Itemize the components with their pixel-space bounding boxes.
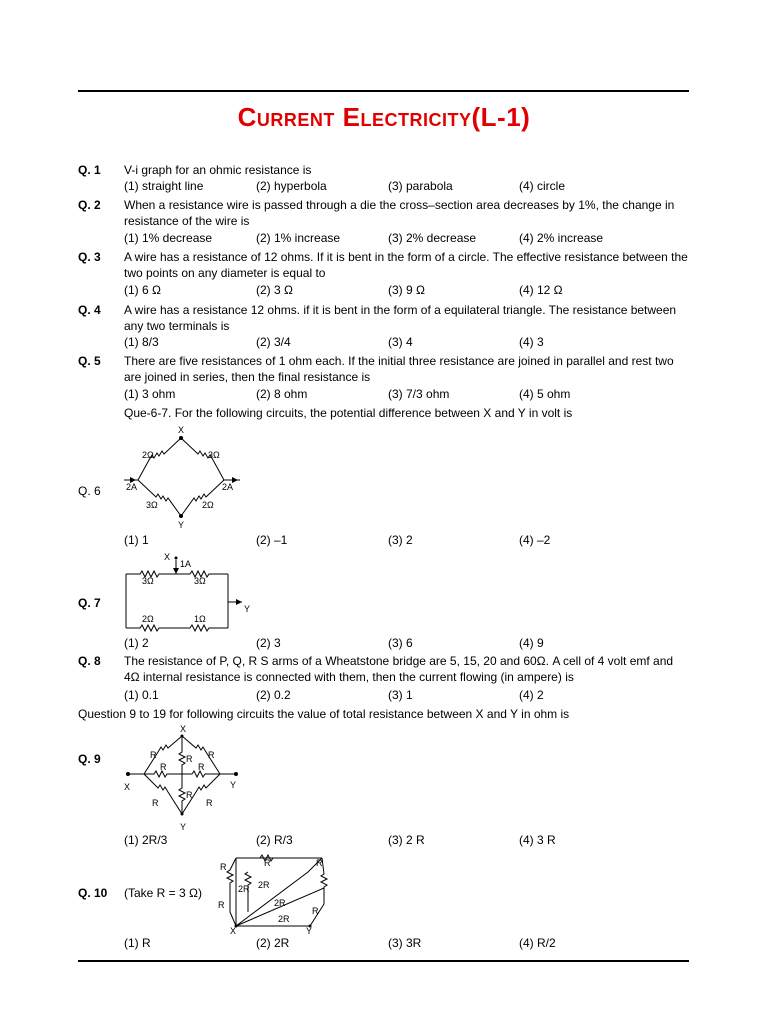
label-r: R bbox=[316, 858, 323, 868]
label-r: R bbox=[186, 790, 193, 800]
option-1: (1) 2 bbox=[124, 636, 149, 650]
circuit-q6 bbox=[120, 424, 250, 532]
option-3: (3) 2 R bbox=[388, 833, 425, 847]
option-3: (3) 6 bbox=[388, 636, 413, 650]
label-r: R bbox=[206, 798, 213, 808]
option-4: (4) 12 Ω bbox=[519, 283, 563, 297]
label-r: R bbox=[150, 750, 157, 760]
question-number: Q. 2 bbox=[78, 198, 101, 212]
label-r-bot2: 1Ω bbox=[194, 614, 206, 624]
label-r3: 3Ω bbox=[146, 500, 158, 510]
option-1: (1) R bbox=[124, 936, 151, 950]
label-r4: 2Ω bbox=[202, 500, 214, 510]
label-2r: 2R bbox=[238, 884, 250, 894]
option-2: (2) R/3 bbox=[256, 833, 293, 847]
q9-to-19-note: Question 9 to 19 for following circuits the value of total resistance between X and Y in ohm is bbox=[78, 707, 570, 721]
option-2: (2) hyperbola bbox=[256, 179, 327, 193]
question-number: Q. 4 bbox=[78, 303, 101, 317]
label-i-right: 2A bbox=[222, 482, 234, 492]
label-r-top2: 3Ω bbox=[194, 576, 206, 586]
question-number: Q. 5 bbox=[78, 354, 101, 368]
option-1: (1) 3 ohm bbox=[124, 387, 176, 401]
label-r: R bbox=[160, 762, 167, 772]
option-3: (3) 4 bbox=[388, 335, 413, 349]
label-x-left: X bbox=[124, 782, 131, 792]
option-1: (1) 8/3 bbox=[124, 335, 159, 349]
label-r1: 2Ω bbox=[142, 450, 154, 460]
label-x-top: X bbox=[180, 724, 187, 734]
option-1: (1) straight line bbox=[124, 179, 204, 193]
option-4: (4) 2 bbox=[519, 688, 544, 702]
option-4: (4) 5 ohm bbox=[519, 387, 571, 401]
option-2: (2) –1 bbox=[256, 533, 288, 547]
label-r: R bbox=[218, 900, 225, 910]
option-2: (2) 3 Ω bbox=[256, 283, 293, 297]
label-current: 1A bbox=[180, 559, 192, 569]
label-r: R bbox=[152, 798, 159, 808]
option-3: (3) 2% decrease bbox=[388, 231, 477, 245]
label-r: R bbox=[312, 906, 319, 916]
option-4: (4) 2% increase bbox=[519, 231, 604, 245]
circuit-q10 bbox=[212, 852, 342, 936]
question-text: There are five resistances of 1 ohm each. If the initial three resistance are joined in parallel and rest two are joined in series, then the final resistance is bbox=[124, 354, 674, 384]
label-r2: 3Ω bbox=[208, 450, 220, 460]
option-3: (3) 1 bbox=[388, 688, 413, 702]
label-x: X bbox=[230, 926, 237, 936]
question-number: Q. 6 bbox=[78, 484, 101, 498]
option-3: (3) 2 bbox=[388, 533, 413, 547]
option-3: (3) parabola bbox=[388, 179, 453, 193]
label-r: R bbox=[198, 762, 205, 772]
label-r-top1: 3Ω bbox=[142, 576, 154, 586]
option-4: (4) –2 bbox=[519, 533, 551, 547]
question-text: V-i graph for an ohmic resistance is bbox=[124, 163, 312, 177]
label-r: R bbox=[220, 862, 227, 872]
label-x: X bbox=[164, 552, 171, 562]
option-2: (2) 0.2 bbox=[256, 688, 291, 702]
option-1: (1) 0.1 bbox=[124, 688, 159, 702]
question-text: (Take R = 3 Ω) bbox=[124, 886, 202, 900]
option-1: (1) 1% decrease bbox=[124, 231, 213, 245]
label-r-bot1: 2Ω bbox=[142, 614, 154, 624]
label-y: Y bbox=[244, 604, 251, 614]
question-text: A wire has a resistance of 12 ohms. If it is bent in the form of a circle. The effective resistance between the two points on any diameter is equal to bbox=[124, 250, 688, 280]
question-number: Q. 10 bbox=[78, 886, 108, 900]
option-1: (1) 6 Ω bbox=[124, 283, 161, 297]
option-3: (3) 3R bbox=[388, 936, 422, 950]
option-1: (1) 1 bbox=[124, 533, 149, 547]
circuit-q7 bbox=[120, 550, 260, 636]
label-i-left: 2A bbox=[126, 482, 138, 492]
label-y-bottom: Y bbox=[180, 822, 187, 832]
option-3: (3) 7/3 ohm bbox=[388, 387, 450, 401]
option-2: (2) 2R bbox=[256, 936, 290, 950]
label-r: R bbox=[208, 750, 215, 760]
question-number: Q. 1 bbox=[78, 163, 101, 177]
title-main: Current Electricity bbox=[237, 102, 472, 132]
option-2: (2) 8 ohm bbox=[256, 387, 308, 401]
label-r: R bbox=[264, 858, 271, 868]
question-number: Q. 3 bbox=[78, 250, 101, 264]
option-2: (2) 1% increase bbox=[256, 231, 341, 245]
page-title bbox=[0, 102, 768, 133]
label-2r: 2R bbox=[258, 880, 270, 890]
option-2: (2) 3/4 bbox=[256, 335, 291, 349]
title-suffix: (L-1) bbox=[471, 102, 531, 132]
label-y: Y bbox=[306, 926, 313, 936]
option-4: (4) 3 bbox=[519, 335, 544, 349]
question-text: When a resistance wire is passed through a die the cross–section area decreases by 1%, the change in resistance of the wire is bbox=[124, 198, 675, 228]
que-6-7-note: Que-6-7. For the following circuits, the potential difference between X and Y in volt is bbox=[124, 406, 573, 420]
option-4: (4) R/2 bbox=[519, 936, 556, 950]
option-2: (2) 3 bbox=[256, 636, 281, 650]
question-number: Q. 9 bbox=[78, 752, 101, 766]
question-text: The resistance of P, Q, R S arms of a Wheatstone bridge are 5, 15, 20 and 60Ω. A cell of 4 volt emf and 4Ω internal resistance is connected with them, then the current flowing (in ampere) is bbox=[124, 654, 674, 684]
label-x: X bbox=[178, 425, 185, 435]
option-4: (4) 9 bbox=[519, 636, 544, 650]
label-2r: 2R bbox=[274, 898, 286, 908]
label-2r: 2R bbox=[278, 914, 290, 924]
bottom-rule bbox=[78, 960, 689, 962]
label-y-right: Y bbox=[230, 780, 237, 790]
option-4: (4) 3 R bbox=[519, 833, 556, 847]
label-y: Y bbox=[178, 520, 185, 530]
question-text: A wire has a resistance 12 ohms. if it is bent in the form of a equilateral triangle. The resistance between any two terminals is bbox=[124, 303, 677, 333]
question-number: Q. 7 bbox=[78, 596, 101, 610]
label-r: R bbox=[186, 754, 193, 764]
top-rule bbox=[78, 90, 689, 92]
option-3: (3) 9 Ω bbox=[388, 283, 425, 297]
question-number: Q. 8 bbox=[78, 654, 101, 668]
circuit-q9 bbox=[120, 722, 250, 832]
option-4: (4) circle bbox=[519, 179, 566, 193]
option-1: (1) 2R/3 bbox=[124, 833, 168, 847]
